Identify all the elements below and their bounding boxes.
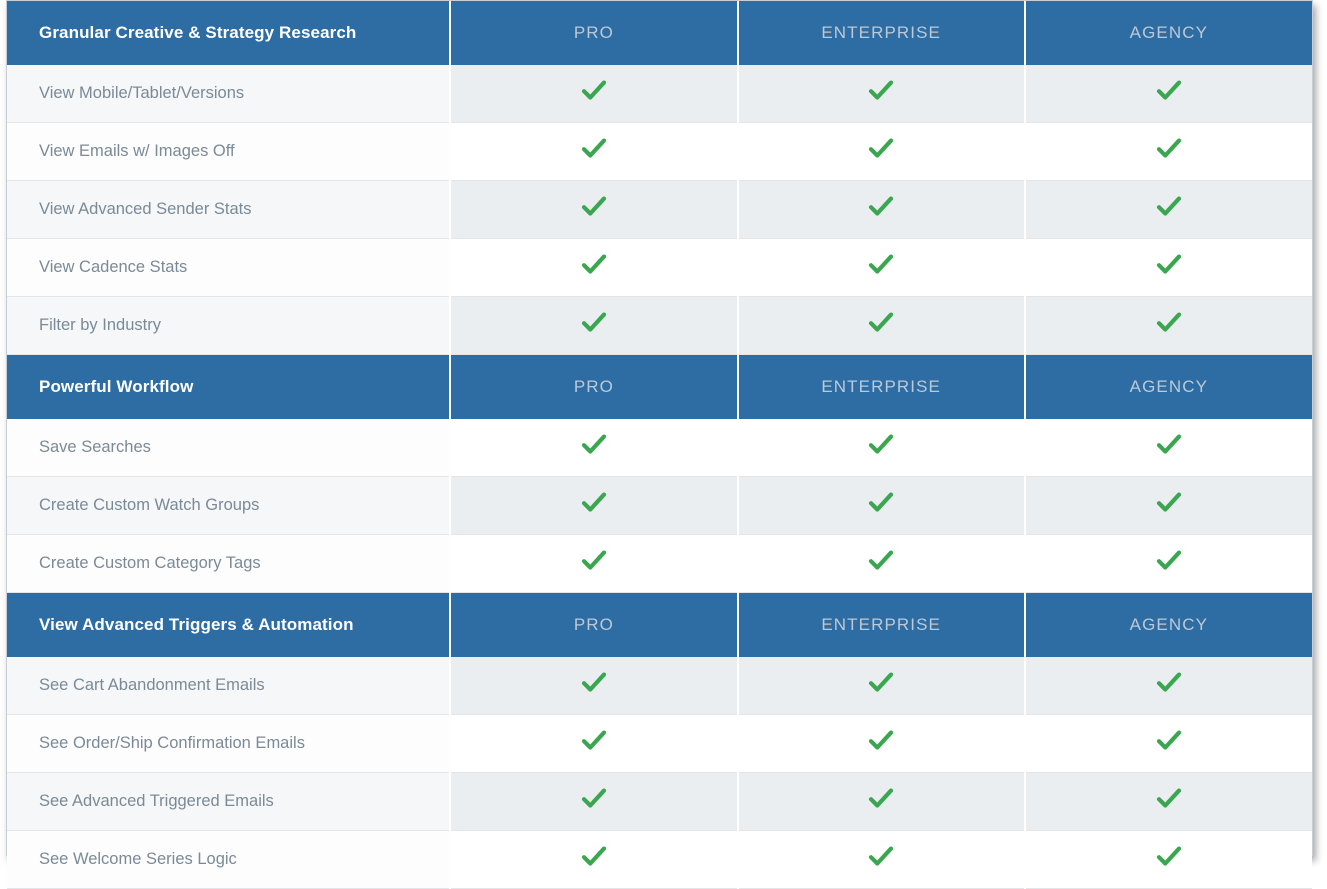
check-icon bbox=[1156, 194, 1182, 220]
section-title-cell bbox=[7, 593, 450, 658]
check-icon bbox=[1156, 136, 1182, 162]
feature-name-cell: View Mobile/Tablet/Versions bbox=[7, 65, 450, 123]
pricing-comparison-frame bbox=[6, 0, 1313, 868]
check-icon bbox=[1156, 78, 1182, 104]
check-icon bbox=[1156, 490, 1182, 516]
table-row bbox=[7, 715, 1312, 773]
plan-header-cell bbox=[738, 1, 1025, 65]
check-icon bbox=[868, 490, 894, 516]
feature-value-cell bbox=[450, 181, 737, 239]
table-row bbox=[7, 657, 1312, 715]
feature-name-cell: View Advanced Sender Stats bbox=[7, 181, 450, 239]
feature-value-cell bbox=[738, 181, 1025, 239]
feature-value-cell bbox=[1025, 477, 1312, 535]
check-icon bbox=[581, 786, 607, 812]
table-row bbox=[7, 773, 1312, 831]
table-row bbox=[7, 65, 1312, 123]
check-icon bbox=[581, 310, 607, 336]
check-icon bbox=[868, 786, 894, 812]
feature-value-cell bbox=[738, 535, 1025, 593]
check-icon bbox=[868, 252, 894, 278]
plan-label: AGENCY bbox=[1129, 615, 1209, 634]
feature-value-cell bbox=[450, 123, 737, 181]
pricing-comparison-table bbox=[7, 1, 1312, 889]
plan-header-cell bbox=[1025, 1, 1312, 65]
plan-label: AGENCY bbox=[1129, 377, 1209, 396]
feature-name-cell: View Cadence Stats bbox=[7, 239, 450, 297]
feature-name-cell: See Cart Abandonment Emails bbox=[7, 657, 450, 715]
plan-label: PRO bbox=[573, 377, 614, 396]
feature-value-cell bbox=[1025, 65, 1312, 123]
table-row bbox=[7, 181, 1312, 239]
check-icon bbox=[1156, 548, 1182, 574]
section-title-cell bbox=[7, 355, 450, 420]
feature-value-cell bbox=[450, 297, 737, 355]
check-icon bbox=[581, 136, 607, 162]
feature-name-cell: Create Custom Category Tags bbox=[7, 535, 450, 593]
feature-value-cell bbox=[1025, 419, 1312, 477]
section-header-row bbox=[7, 355, 1312, 420]
plan-header-cell bbox=[738, 355, 1025, 420]
plan-label: ENTERPRISE bbox=[821, 23, 941, 42]
plan-header-cell bbox=[450, 593, 737, 658]
plan-header-cell bbox=[450, 355, 737, 420]
feature-value-cell bbox=[450, 65, 737, 123]
feature-value-cell bbox=[738, 477, 1025, 535]
feature-name-cell: View Emails w/ Images Off bbox=[7, 123, 450, 181]
feature-value-cell bbox=[450, 715, 737, 773]
table-row bbox=[7, 535, 1312, 593]
feature-value-cell bbox=[1025, 773, 1312, 831]
plan-header-cell bbox=[738, 593, 1025, 658]
section-title: Powerful Workflow bbox=[39, 377, 194, 396]
table-row bbox=[7, 239, 1312, 297]
section-header-row bbox=[7, 593, 1312, 658]
check-icon bbox=[868, 670, 894, 696]
check-icon bbox=[581, 670, 607, 696]
plan-header-cell bbox=[1025, 593, 1312, 658]
section-title: Granular Creative & Strategy Research bbox=[39, 23, 357, 42]
feature-value-cell bbox=[1025, 831, 1312, 889]
plan-label: ENTERPRISE bbox=[821, 615, 941, 634]
feature-value-cell bbox=[450, 477, 737, 535]
feature-value-cell bbox=[1025, 657, 1312, 715]
feature-value-cell bbox=[450, 419, 737, 477]
check-icon bbox=[868, 728, 894, 754]
table-row bbox=[7, 297, 1312, 355]
feature-name-cell: See Welcome Series Logic bbox=[7, 831, 450, 889]
table-row bbox=[7, 419, 1312, 477]
check-icon bbox=[581, 490, 607, 516]
feature-value-cell bbox=[738, 831, 1025, 889]
check-icon bbox=[1156, 310, 1182, 336]
table-row bbox=[7, 831, 1312, 889]
check-icon bbox=[868, 548, 894, 574]
plan-label: PRO bbox=[573, 615, 614, 634]
feature-value-cell bbox=[738, 65, 1025, 123]
plan-label: AGENCY bbox=[1129, 23, 1209, 42]
check-icon bbox=[581, 844, 607, 870]
feature-value-cell bbox=[450, 535, 737, 593]
feature-value-cell bbox=[450, 657, 737, 715]
check-icon bbox=[1156, 844, 1182, 870]
feature-name-cell: Create Custom Watch Groups bbox=[7, 477, 450, 535]
table-row bbox=[7, 477, 1312, 535]
check-icon bbox=[581, 252, 607, 278]
section-title: View Advanced Triggers & Automation bbox=[39, 615, 354, 634]
feature-value-cell bbox=[450, 773, 737, 831]
section-header-row bbox=[7, 1, 1312, 65]
feature-value-cell bbox=[738, 123, 1025, 181]
feature-value-cell bbox=[1025, 123, 1312, 181]
check-icon bbox=[868, 194, 894, 220]
check-icon bbox=[1156, 728, 1182, 754]
check-icon bbox=[868, 432, 894, 458]
plan-header-cell bbox=[1025, 355, 1312, 420]
feature-value-cell bbox=[738, 419, 1025, 477]
feature-name-cell: Filter by Industry bbox=[7, 297, 450, 355]
feature-value-cell bbox=[1025, 297, 1312, 355]
feature-value-cell bbox=[738, 773, 1025, 831]
check-icon bbox=[1156, 670, 1182, 696]
plan-label: PRO bbox=[573, 23, 614, 42]
feature-value-cell bbox=[450, 239, 737, 297]
feature-value-cell bbox=[450, 831, 737, 889]
feature-value-cell bbox=[1025, 535, 1312, 593]
plan-header-cell bbox=[450, 1, 737, 65]
feature-value-cell bbox=[738, 239, 1025, 297]
check-icon bbox=[581, 432, 607, 458]
feature-name-cell: See Order/Ship Confirmation Emails bbox=[7, 715, 450, 773]
check-icon bbox=[1156, 786, 1182, 812]
check-icon bbox=[581, 194, 607, 220]
check-icon bbox=[868, 78, 894, 104]
plan-label: ENTERPRISE bbox=[821, 377, 941, 396]
feature-value-cell bbox=[738, 715, 1025, 773]
feature-name-cell: See Advanced Triggered Emails bbox=[7, 773, 450, 831]
feature-value-cell bbox=[1025, 181, 1312, 239]
check-icon bbox=[581, 548, 607, 574]
section-title-cell bbox=[7, 1, 450, 65]
feature-value-cell bbox=[1025, 715, 1312, 773]
table-row bbox=[7, 123, 1312, 181]
check-icon bbox=[1156, 432, 1182, 458]
check-icon bbox=[581, 728, 607, 754]
feature-value-cell bbox=[738, 657, 1025, 715]
check-icon bbox=[1156, 252, 1182, 278]
check-icon bbox=[581, 78, 607, 104]
feature-name-cell: Save Searches bbox=[7, 419, 450, 477]
feature-value-cell bbox=[1025, 239, 1312, 297]
check-icon bbox=[868, 136, 894, 162]
feature-value-cell bbox=[738, 297, 1025, 355]
check-icon bbox=[868, 310, 894, 336]
check-icon bbox=[868, 844, 894, 870]
